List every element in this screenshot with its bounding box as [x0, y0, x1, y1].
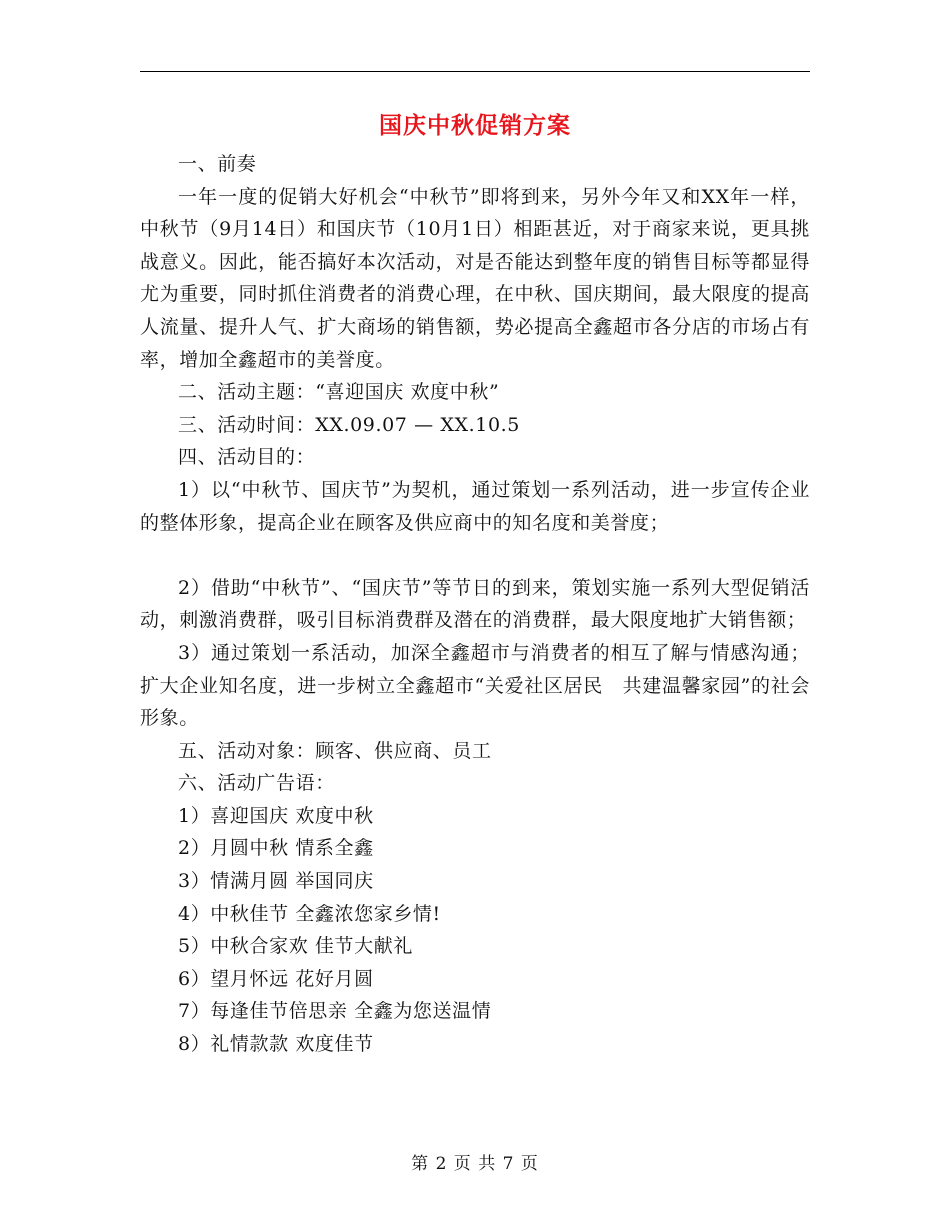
purpose-item-1: 1）以“中秋节、国庆节”为契机，通过策划一系列活动，进一步宣传企业的整体形象，提高企业在顾客及供应商中的知名度和美誉度； — [140, 478, 810, 534]
document-title: 国庆中秋促销方案 — [379, 112, 571, 139]
header-rule — [140, 71, 810, 72]
purpose-item-2: 2）借助“中秋节”、“国庆节”等节日的到来，策划实施一系列大型促销活动，刺激消费群，吸引目标消费群及潜在的消费群，最大限度地扩大销售额； — [140, 576, 810, 632]
section-heading-theme: 二、活动主题：“喜迎国庆 欢度中秋” — [178, 381, 500, 404]
document-body — [140, 148, 810, 1061]
slogan-item: 6）望月怀远 花好月圆 — [178, 967, 374, 990]
blank-line — [140, 539, 810, 572]
section-heading-purpose: 四、活动目的： — [178, 446, 316, 469]
slogan-item: 4）中秋佳节 全鑫浓您家乡情! — [178, 902, 441, 925]
slogan-item: 1）喜迎国庆 欢度中秋 — [178, 804, 374, 827]
section-heading-time: 三、活动时间：XX.09.07 — XX.10.5 — [178, 413, 520, 436]
slogan-item: 7）每逢佳节倍思亲 全鑫为您送温情 — [178, 1000, 492, 1023]
slogan-item: 5）中秋合家欢 佳节大献礼 — [178, 935, 413, 958]
slogan-item: 2）月圆中秋 情系全鑫 — [178, 837, 374, 860]
purpose-item-3: 3）通过策划一系活动，加深全鑫超市与消费者的相互了解与情感沟通；扩大企业知名度，进一步树立全鑫超市“关爱社区居民 共建温馨家园”的社会形象。 — [140, 641, 810, 730]
slogan-item: 3）情满月圆 举国同庆 — [178, 870, 374, 893]
section-heading-slogans: 六、活动广告语： — [178, 772, 335, 795]
slogan-item: 8）礼情款款 欢度佳节 — [178, 1033, 374, 1056]
section-heading-audience: 五、活动对象：顾客、供应商、员工 — [178, 739, 492, 762]
page-number: 第 2 页 共 7 页 — [411, 1154, 539, 1174]
section-heading-prelude: 一、前奏 — [178, 153, 257, 175]
prelude-paragraph: 一年一度的促销大好机会“中秋节”即将到来，另外今年又和XX年一样，中秋节（9月14日）和国庆节（10月1日）相距甚近，对于商家来说，更具挑战意义。因此，能否搞好本次活动，对是否能达到整年度的销售目标等都显得尤为重要，同时抓住消费者的消费心理，在中秋、国庆期间，最大限度的提高人流量、提升人气、扩大商场的销售额，势必提高全鑫超市各分店的市场占有率，增加全鑫超市的美誉度。 — [140, 185, 810, 371]
